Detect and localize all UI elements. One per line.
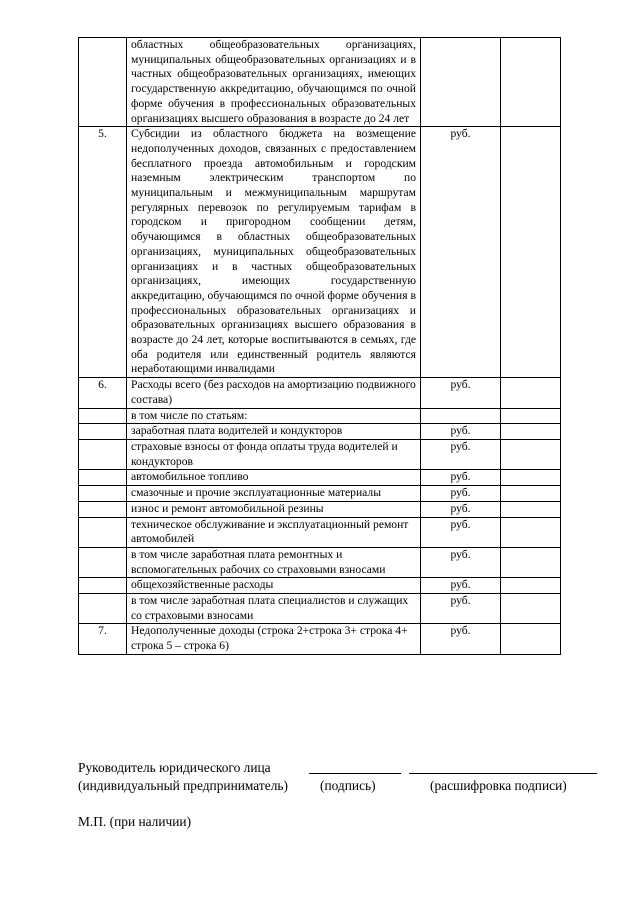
- table-row: [79, 517, 561, 547]
- table-row: [79, 378, 561, 408]
- row-value-cell[interactable]: [501, 127, 561, 378]
- row-value-cell[interactable]: [501, 408, 561, 424]
- row-value-cell[interactable]: [501, 439, 561, 469]
- row-unit-cell: руб.: [421, 517, 501, 547]
- table-row: [79, 578, 561, 594]
- row-number-cell: [79, 38, 127, 127]
- table-row: [79, 501, 561, 517]
- row-number-cell: [79, 439, 127, 469]
- table-row: [79, 486, 561, 502]
- table-row: [79, 408, 561, 424]
- row-value-cell[interactable]: [501, 594, 561, 624]
- row-description-cell: заработная плата водителей и кондукторов: [127, 424, 421, 440]
- row-value-cell[interactable]: [501, 578, 561, 594]
- table-row: [79, 594, 561, 624]
- decoding-caption-wrap: [430, 778, 567, 794]
- row-description-cell: в том числе заработная плата специалистов и служащих со страховыми взносами: [127, 594, 421, 624]
- row-number-cell: 5.: [79, 127, 127, 378]
- row-unit-cell: руб.: [421, 439, 501, 469]
- row-number-cell: [79, 470, 127, 486]
- signature-blank[interactable]: [309, 773, 401, 774]
- row-number-cell: [79, 408, 127, 424]
- row-description-cell: износ и ремонт автомобильной резины: [127, 501, 421, 517]
- row-value-cell[interactable]: [501, 501, 561, 517]
- table-row: [79, 547, 561, 577]
- row-description-cell: Субсидии из областного бюджета на возмещение недополученных доходов, связанных с предоставлением бесплатного проезда автомобильным и городским наземным электрическим транспортом по муниципальным и межмуниципальным маршрутам регулярных перевозок по регулируемым тарифам в городском и пригородном сообщении детям, обучающимся в областных общеобразовательных организациях, муниципальных общеобразовательных организациях и в частных общеобразовательных организациях, имеющих государственную аккредитацию, обучающимся по очной форме обучения в профессиональных образовательных организациях и образовательных организациях высшего образования в возрасте до 24 лет, которые воспитываются в семьях, где оба родителя или единственный родитель являются неработающими инвалидами: [127, 127, 421, 378]
- signature-line-2: [78, 778, 288, 794]
- row-value-cell[interactable]: [501, 486, 561, 502]
- row-value-cell[interactable]: [501, 378, 561, 408]
- row-unit-cell: руб.: [421, 486, 501, 502]
- row-description-cell: техническое обслуживание и эксплуатационный ремонт автомобилей: [127, 517, 421, 547]
- row-description-cell: общехозяйственные расходы: [127, 578, 421, 594]
- row-value-cell[interactable]: [501, 547, 561, 577]
- row-number-cell: [79, 578, 127, 594]
- row-number-cell: [79, 594, 127, 624]
- stamp-line: [78, 814, 191, 830]
- table-row: [79, 624, 561, 654]
- row-description-cell: страховые взносы от фонда оплаты труда водителей и кондукторов: [127, 439, 421, 469]
- row-number-cell: 6.: [79, 378, 127, 408]
- row-unit-cell: руб.: [421, 594, 501, 624]
- row-unit-cell: руб.: [421, 578, 501, 594]
- table-row: [79, 38, 561, 127]
- row-value-cell[interactable]: [501, 470, 561, 486]
- row-number-cell: [79, 424, 127, 440]
- signature-line-1: [78, 760, 271, 776]
- row-description-cell: Недополученные доходы (строка 2+строка 3+ строка 4+ строка 5 – строка 6): [127, 624, 421, 654]
- row-description-cell: областных общеобразовательных организациях, муниципальных общеобразовательных организациях и в частных общеобразовательных организациях, имеющих государственную аккредитацию, обучающимся по очной форме обучения в профессиональных образовательных организациях высшего образования в возрасте до 24 лет: [127, 38, 421, 127]
- head-label: Руководитель юридического лица: [78, 760, 271, 775]
- decoding-caption: (расшифровка подписи): [430, 778, 567, 793]
- row-description-cell: в том числе заработная плата ремонтных и вспомогательных рабочих со страховыми взносами: [127, 547, 421, 577]
- row-unit-cell: руб.: [421, 470, 501, 486]
- row-value-cell[interactable]: [501, 624, 561, 654]
- row-unit-cell: руб.: [421, 127, 501, 378]
- row-value-cell[interactable]: [501, 424, 561, 440]
- row-number-cell: [79, 547, 127, 577]
- row-number-cell: [79, 501, 127, 517]
- report-table-body: [79, 38, 561, 655]
- signature-caption-wrap: [320, 778, 376, 794]
- table-row: [79, 424, 561, 440]
- table-row: [79, 127, 561, 378]
- report-table: [78, 37, 561, 655]
- row-unit-cell: руб.: [421, 547, 501, 577]
- row-description-cell: Расходы всего (без расходов на амортизацию подвижного состава): [127, 378, 421, 408]
- row-unit-cell: руб.: [421, 501, 501, 517]
- row-unit-cell: [421, 408, 501, 424]
- row-unit-cell: руб.: [421, 424, 501, 440]
- row-description-cell: смазочные и прочие эксплуатационные материалы: [127, 486, 421, 502]
- table-row: [79, 470, 561, 486]
- row-number-cell: [79, 486, 127, 502]
- row-description-cell: в том числе по статьям:: [127, 408, 421, 424]
- stamp-label: М.П. (при наличии): [78, 814, 192, 829]
- table-row: [79, 439, 561, 469]
- entrepreneur-label: (индивидуальный предприниматель): [78, 778, 288, 793]
- decoding-blank[interactable]: [409, 773, 597, 774]
- row-unit-cell: руб.: [421, 624, 501, 654]
- signature-caption: (подпись): [320, 778, 376, 793]
- row-value-cell[interactable]: [501, 38, 561, 127]
- row-number-cell: 7.: [79, 624, 127, 654]
- row-unit-cell: [421, 38, 501, 127]
- row-value-cell[interactable]: [501, 517, 561, 547]
- row-description-cell: автомобильное топливо: [127, 470, 421, 486]
- row-number-cell: [79, 517, 127, 547]
- row-unit-cell: руб.: [421, 378, 501, 408]
